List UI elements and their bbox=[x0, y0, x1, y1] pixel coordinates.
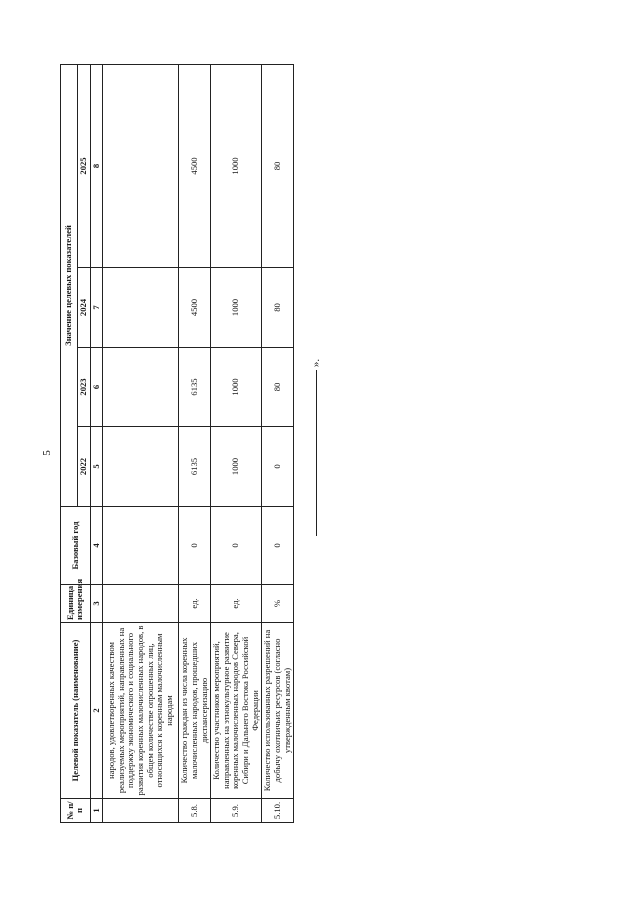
row-2024 bbox=[103, 268, 179, 348]
row-2023: 6135 bbox=[179, 348, 211, 427]
col-number: 3 bbox=[90, 585, 103, 623]
header-unit: Единица измерения bbox=[61, 585, 91, 623]
row-2024: 1000 bbox=[211, 268, 262, 348]
row-2025: 1000 bbox=[211, 65, 262, 268]
row-2023: 80 bbox=[262, 348, 294, 427]
col-number: 6 bbox=[90, 348, 103, 427]
row-unit: % bbox=[262, 585, 294, 623]
row-2024: 4500 bbox=[179, 268, 211, 348]
row-unit: ед. bbox=[179, 585, 211, 623]
row-base: 0 bbox=[262, 507, 294, 585]
header-num: № п/п bbox=[61, 799, 91, 823]
row-unit: ед. bbox=[211, 585, 262, 623]
closing-mark: ». bbox=[310, 358, 322, 368]
indicators-table bbox=[60, 64, 294, 823]
header-year-2022: 2022 bbox=[78, 427, 91, 507]
row-2022: 6135 bbox=[179, 427, 211, 507]
signature-line bbox=[316, 370, 317, 536]
row-2025: 80 bbox=[262, 65, 294, 268]
header-year-2023: 2023 bbox=[78, 348, 91, 427]
row-2023: 1000 bbox=[211, 348, 262, 427]
row-num bbox=[103, 799, 179, 823]
col-number: 8 bbox=[90, 65, 103, 268]
row-base bbox=[103, 507, 179, 585]
row-num: 5.8. bbox=[179, 799, 211, 823]
row-2022: 1000 bbox=[211, 427, 262, 507]
row-2025: 4500 bbox=[179, 65, 211, 268]
header-base-year: Базовый год bbox=[61, 507, 91, 585]
row-2024: 80 bbox=[262, 268, 294, 348]
row-2025 bbox=[103, 65, 179, 268]
header-year-2025: 2025 bbox=[78, 65, 91, 268]
col-number: 5 bbox=[90, 427, 103, 507]
row-unit bbox=[103, 585, 179, 623]
row-base: 0 bbox=[179, 507, 211, 585]
row-name: Количество граждан из числа коренных малочисленных народов, прошедших диспансеризацию bbox=[179, 623, 211, 799]
col-number: 7 bbox=[90, 268, 103, 348]
row-2023 bbox=[103, 348, 179, 427]
row-name: Количество использованных разрешений на добычу охотничьих ресурсов (согласно утвержденным квотам) bbox=[262, 623, 294, 799]
row-2022 bbox=[103, 427, 179, 507]
header-indicator: Целевой показатель (наименование) bbox=[61, 623, 91, 799]
header-target-values: Значение целевых показателей bbox=[61, 65, 78, 507]
row-2022: 0 bbox=[262, 427, 294, 507]
row-base: 0 bbox=[211, 507, 262, 585]
table-row bbox=[211, 65, 262, 823]
row-num: 5.10. bbox=[262, 799, 294, 823]
indicators-table-wrapper bbox=[60, 65, 292, 823]
col-number: 2 bbox=[90, 623, 103, 799]
col-number: 4 bbox=[90, 507, 103, 585]
header-year-2024: 2024 bbox=[78, 268, 91, 348]
page-number: 5 bbox=[41, 450, 53, 456]
row-num: 5.9. bbox=[211, 799, 262, 823]
col-number: 1 bbox=[90, 799, 103, 823]
row-name: народов, удовлетворенных качеством реализуемых мероприятий, направленных на поддержку экономического и социального развития коренных малочисленных народов, в общем количестве опрошенных лиц, относящихся к коренным малочисленным народам bbox=[103, 623, 179, 799]
table-row bbox=[179, 65, 211, 823]
table-row bbox=[262, 65, 294, 823]
table-row bbox=[103, 65, 179, 823]
row-name: Количество участников мероприятий, направленных на этнокультурное развитие коренных малочисленных народов Севера, Сибири и Дальнего Востока Российской Федерации bbox=[211, 623, 262, 799]
